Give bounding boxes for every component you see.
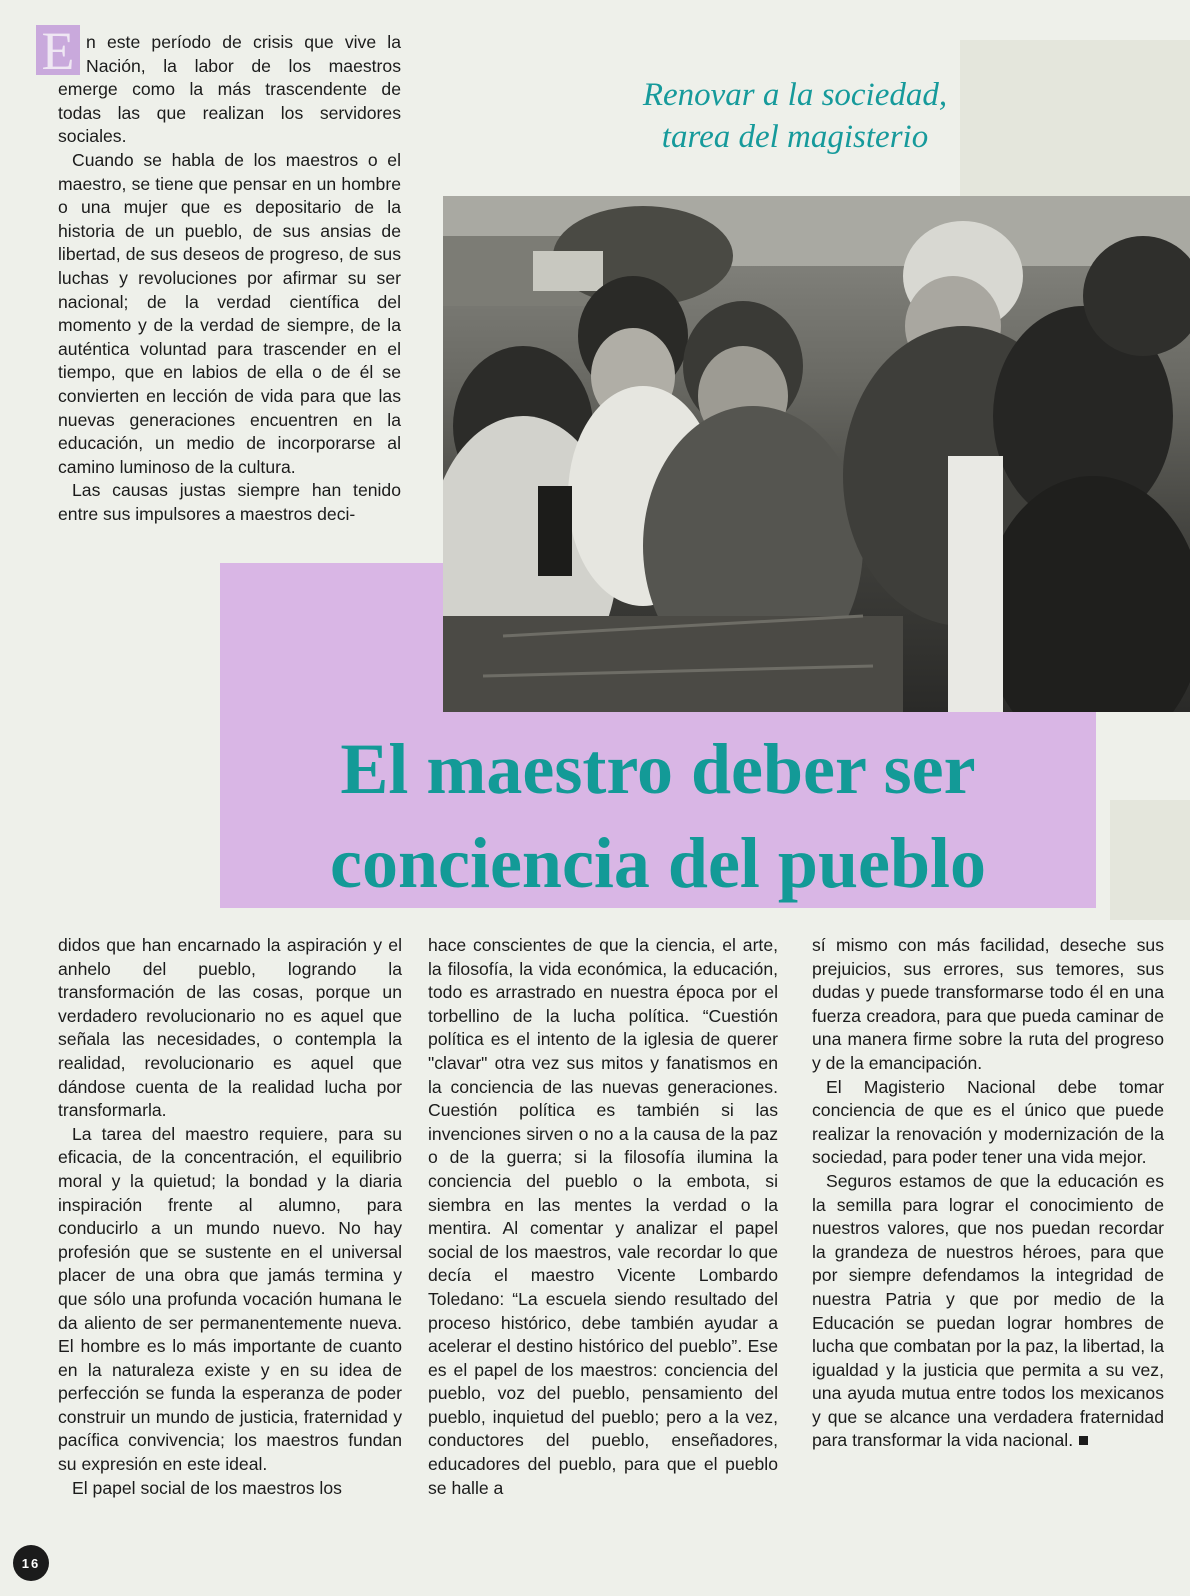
body-paragraph: La tarea del maestro requiere, para su eficacia, de la concentración, el equilibrio moral y la quietud; la bondad y la diaria inspiración frente al alumno, para conducirlo a un mundo nuevo. No hay profesión que se sustente en el universal placer de una obra que jamás termina y que sólo una profunda vocación humana le da aliento de ser permanentemente nueva. El hombre es lo más importante de cuanto en la naturaleza existe y en su idea de perfección se funda la esperanza de poder construir un mundo de justicia, fraternidad y pacífica convivencia; los maestros fundan su expresión en este ideal. — [58, 1123, 402, 1475]
body-column-3 — [812, 934, 1164, 1453]
subtitle-line: Renovar a la sociedad, — [642, 77, 948, 113]
body-paragraph: El papel social de los maestros los — [72, 1477, 342, 1498]
article-photo — [443, 196, 1190, 712]
body-paragraph: sí mismo con más facilidad, deseche sus prejuicios, sus errores, sus temores, sus dudas y puede transformarse todo él en una fuerza creadora, para que pueda caminar de una manera firme sobre la ruta del progreso y de la emancipación. — [812, 935, 1164, 1073]
page-number: 16 — [13, 1545, 49, 1581]
intro-paragraph: E n este período de crisis que vive la Nación, la labor de los maestros emerge como la más trascendente de todas las que realizan los servidores sociales. — [58, 31, 401, 149]
background-panel — [1110, 800, 1190, 920]
article-headline — [220, 722, 1096, 910]
headline-line: El maestro deber ser — [340, 729, 976, 809]
body-paragraph: didos que han encarnado la aspiración y el anhelo del pueblo, logrando la transformación de las cosas, porque un verdadero revolucionario no es aquel que señala las necesidades, o contempla la realidad, revolucionario es aquel que dándose cuenta de la realidad lucha por transformarla. — [58, 935, 402, 1121]
body-paragraph: El Magisterio Nacional debe tomar conciencia de que es el único que puede realizar la renovación y modernización de la sociedad, para poder tener una vida mejor. — [812, 1076, 1164, 1168]
end-of-article-square-icon — [1079, 1436, 1088, 1445]
photo-illustration — [443, 196, 1190, 712]
intro-paragraph: Cuando se habla de los maestros o el maestro, se tiene que pensar en un hombre o una mujer que es depositario de la historia de un pueblo, de sus ansias de libertad, de sus deseos de progreso, de sus luchas y revoluciones por afirmar su ser nacional; de la verdad científica del momento y de la verdad de siempre, de la auténtica voluntad para trascender en el tiempo, que en labios de ella o de él se convierten en lección de vida para que las nuevas generaciones encuentren en la educación, un medio de incorporarse al camino luminoso de la cultura. — [58, 149, 401, 477]
subtitle-line: tarea del magisterio — [661, 119, 929, 155]
body-paragraph: hace conscientes de que la ciencia, el arte, la filosofía, la vida económica, la educación, todo es arrastrado en nuestra época por el torbellino de la lucha política. “Cuestión política es el intento de la iglesia de querer "clavar" otra vez sus mitos y fanatismos en la conciencia de las nuevas generaciones. Cuestión política es también si las invenciones sirven o no a la causa de la paz o de la guerra; si la filosofía ilumina la conciencia del pueblo o la embota, si siembra en las mentes la verdad o la mentira. Al comentar y analizar el papel social de los maestros, vale recordar lo que decía el maestro Vicente Lombardo Toledano: “La escuela siendo resultado del proceso histórico, debe también ayudar a acelerar el destino histórico del pueblo”. Ese es el papel de los maestros: conciencia del pueblo, voz del pueblo, pensamiento del pueblo, inquietud del pueblo; pero a la vez, conductores del pueblo, enseñadores, educadores del pueblo, para que el pueblo se halle a — [428, 935, 778, 1498]
body-column-1 — [58, 934, 402, 1500]
intro-paragraph: Las causas justas siempre han tenido entre sus impulsores a maestros deci- — [58, 480, 401, 524]
body-column-2 — [428, 934, 778, 1500]
body-paragraph: Seguros estamos de que la educación es la semilla para lograr el conocimiento de nuestros valores, que nos puedan recordar la grandeza de nuestros héroes, para que por siempre defendamos la integridad de nuestra Patria y que por medio de la Educación se puedan lograr hombres de lucha que combatan por la paz, la libertad, la igualdad y la justicia que permita a su vez, una ayuda mutua entre todos los mexicanos y que se alcance una verdadera fraternidad para transformar la vida nacional. — [812, 1170, 1164, 1451]
drop-cap: E — [36, 25, 80, 75]
headline-line: conciencia del pueblo — [329, 823, 986, 903]
article-subtitle — [560, 74, 1030, 158]
intro-column — [41, 21, 401, 526]
